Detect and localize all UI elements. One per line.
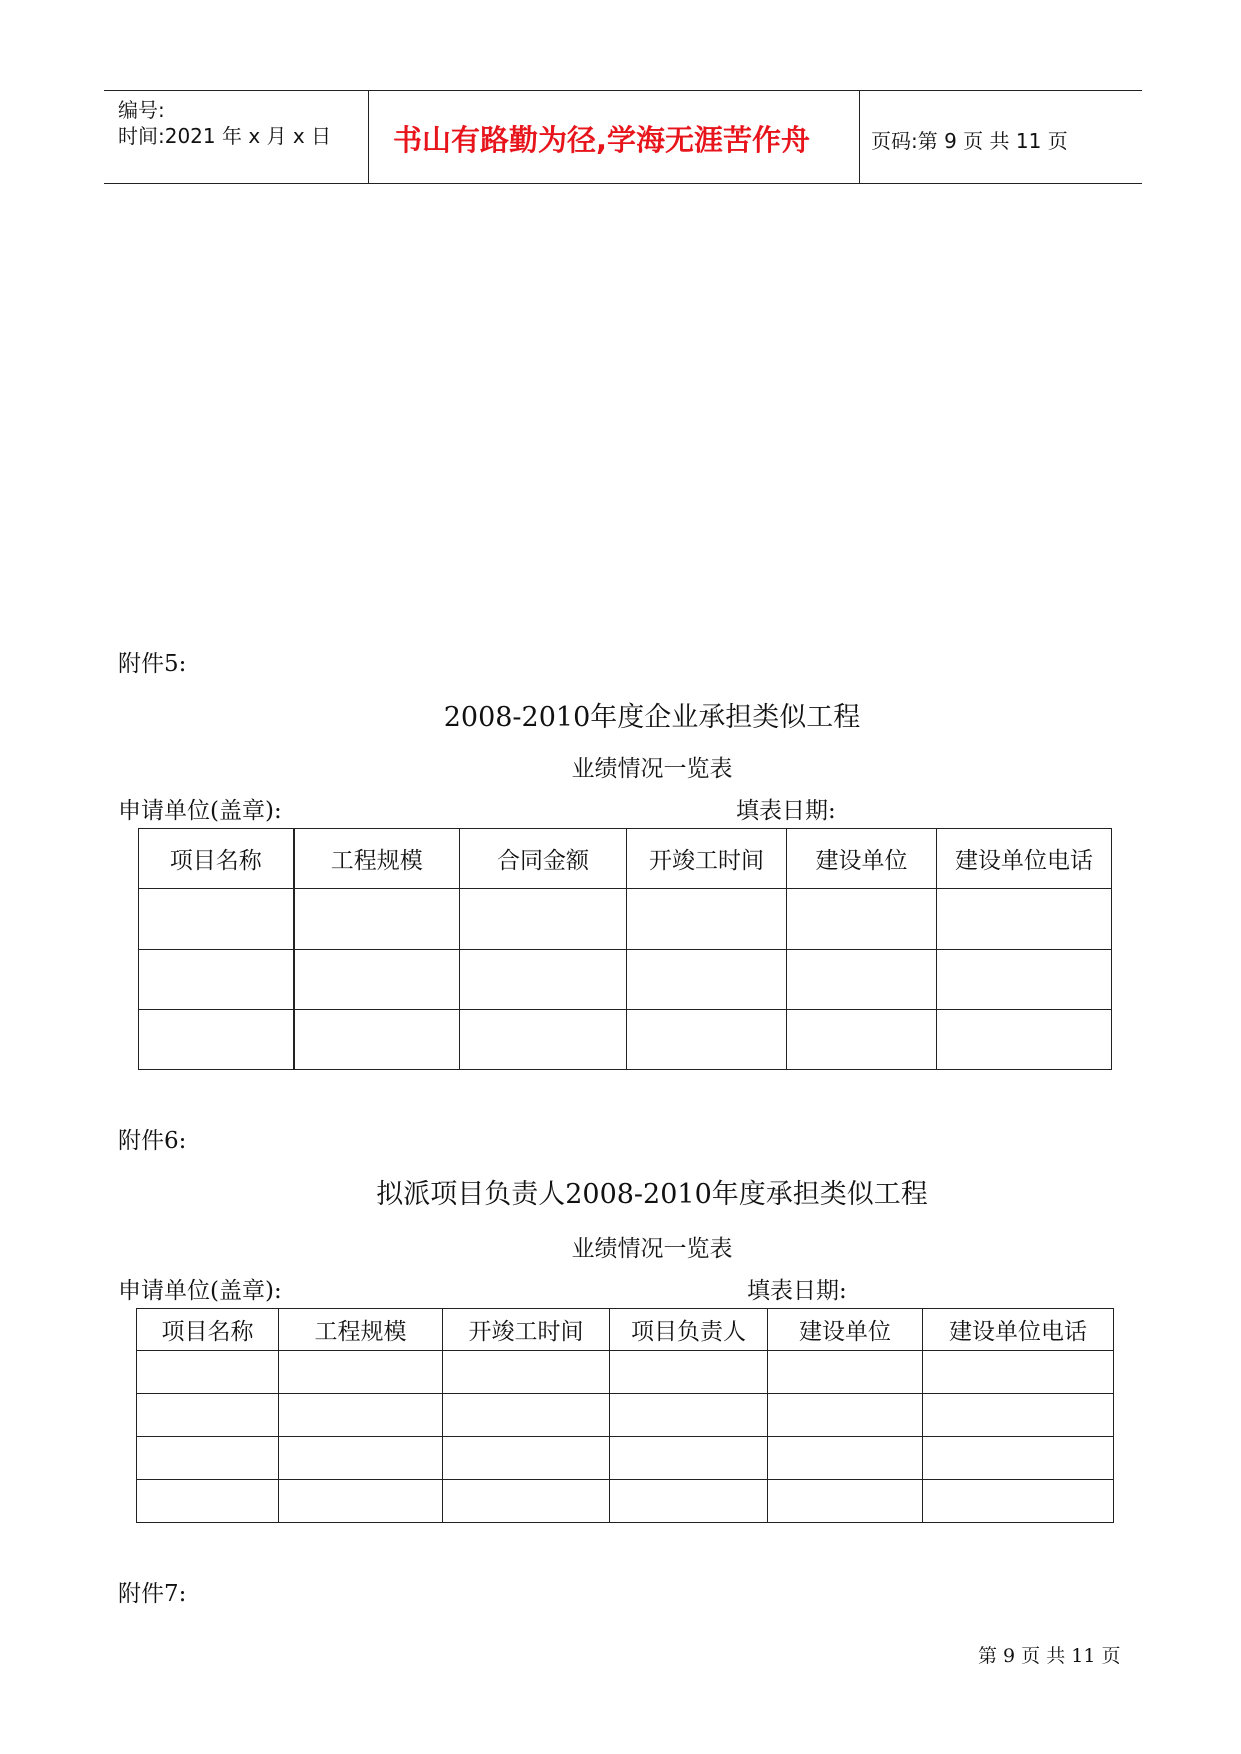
column-header: 工程规模 bbox=[294, 829, 460, 889]
attachment-5-applicant-label: 申请单位(盖章): bbox=[118, 798, 282, 824]
table-cell bbox=[294, 1010, 460, 1070]
table-row bbox=[137, 1437, 1114, 1480]
table-cell bbox=[137, 1351, 279, 1394]
column-header: 项目名称 bbox=[139, 829, 294, 889]
table-cell bbox=[279, 1437, 443, 1480]
table-row bbox=[137, 1480, 1114, 1523]
column-header: 建设单位 bbox=[768, 1309, 923, 1351]
table-cell bbox=[937, 889, 1112, 950]
table-cell bbox=[279, 1480, 443, 1523]
table-cell bbox=[443, 1437, 610, 1480]
attachment-7-label: 附件7: bbox=[118, 1581, 187, 1607]
table-row bbox=[139, 889, 1112, 950]
table-cell bbox=[923, 1480, 1114, 1523]
document-number-label: 编号: bbox=[118, 98, 165, 122]
attachment-6-title: 拟派项目负责人2008-2010年度承担类似工程 bbox=[376, 1179, 928, 1210]
table-cell bbox=[937, 950, 1112, 1010]
table-cell bbox=[460, 1010, 627, 1070]
attachment-5-title: 2008-2010年度企业承担类似工程 bbox=[443, 702, 861, 733]
column-header: 项目负责人 bbox=[610, 1309, 768, 1351]
attachment-5-fill-date-label: 填表日期: bbox=[736, 798, 836, 824]
table-cell bbox=[279, 1351, 443, 1394]
attachment-5-table bbox=[138, 828, 1112, 1070]
table-cell bbox=[294, 950, 460, 1010]
attachment-6-subtitle: 业绩情况一览表 bbox=[571, 1236, 733, 1262]
table-cell bbox=[137, 1394, 279, 1437]
table-cell bbox=[460, 889, 627, 950]
column-header: 工程规模 bbox=[279, 1309, 443, 1351]
header-top-rule bbox=[104, 90, 1142, 91]
attachment-5-subtitle: 业绩情况一览表 bbox=[571, 756, 733, 782]
table-row bbox=[137, 1394, 1114, 1437]
table-row bbox=[137, 1351, 1114, 1394]
header-motto: 书山有路勤为径,学海无涯苦作舟 bbox=[393, 123, 811, 157]
attachment-6-fill-date-label: 填表日期: bbox=[747, 1278, 847, 1304]
table-cell bbox=[923, 1437, 1114, 1480]
table-cell bbox=[787, 889, 937, 950]
table-cell bbox=[443, 1351, 610, 1394]
table-cell bbox=[279, 1394, 443, 1437]
table-cell bbox=[627, 889, 787, 950]
table-cell bbox=[768, 1351, 923, 1394]
header-page-label: 页码:第 9 页 共 11 页 bbox=[871, 129, 1068, 153]
column-header: 项目名称 bbox=[137, 1309, 279, 1351]
attachment-5-label: 附件5: bbox=[118, 651, 187, 677]
table-header-row bbox=[137, 1309, 1114, 1351]
header-divider-right bbox=[859, 90, 860, 183]
table-header-row bbox=[139, 829, 1112, 889]
table-cell bbox=[443, 1394, 610, 1437]
table-cell bbox=[139, 950, 294, 1010]
table-cell bbox=[137, 1437, 279, 1480]
column-header: 建设单位电话 bbox=[923, 1309, 1114, 1351]
table-cell bbox=[768, 1480, 923, 1523]
table-cell bbox=[460, 950, 627, 1010]
table-cell bbox=[923, 1351, 1114, 1394]
table-cell bbox=[610, 1394, 768, 1437]
table-cell bbox=[610, 1351, 768, 1394]
attachment-6-table bbox=[136, 1308, 1114, 1523]
table-cell bbox=[610, 1437, 768, 1480]
table-cell bbox=[137, 1480, 279, 1523]
table-cell bbox=[139, 889, 294, 950]
table-cell bbox=[610, 1480, 768, 1523]
table-row bbox=[139, 1010, 1112, 1070]
table-cell bbox=[787, 1010, 937, 1070]
column-header: 开竣工时间 bbox=[443, 1309, 610, 1351]
table-cell bbox=[294, 889, 460, 950]
header-bottom-rule bbox=[104, 183, 1142, 184]
column-header: 合同金额 bbox=[460, 829, 627, 889]
footer-page-number: 第 9 页 共 11 页 bbox=[978, 1645, 1121, 1667]
header-divider-left bbox=[368, 90, 369, 183]
table-cell bbox=[937, 1010, 1112, 1070]
table-cell bbox=[787, 950, 937, 1010]
attachment-6-label: 附件6: bbox=[118, 1128, 187, 1154]
table-cell bbox=[627, 950, 787, 1010]
column-header: 建设单位电话 bbox=[937, 829, 1112, 889]
attachment-6-applicant-label: 申请单位(盖章): bbox=[118, 1278, 282, 1304]
table-cell bbox=[923, 1394, 1114, 1437]
table-row bbox=[139, 950, 1112, 1010]
column-header: 建设单位 bbox=[787, 829, 937, 889]
table-cell bbox=[768, 1394, 923, 1437]
table-cell bbox=[768, 1437, 923, 1480]
table-cell bbox=[139, 1010, 294, 1070]
table-cell bbox=[443, 1480, 610, 1523]
column-header: 开竣工时间 bbox=[627, 829, 787, 889]
document-time-label: 时间:2021 年 x 月 x 日 bbox=[118, 124, 332, 148]
table-cell bbox=[627, 1010, 787, 1070]
